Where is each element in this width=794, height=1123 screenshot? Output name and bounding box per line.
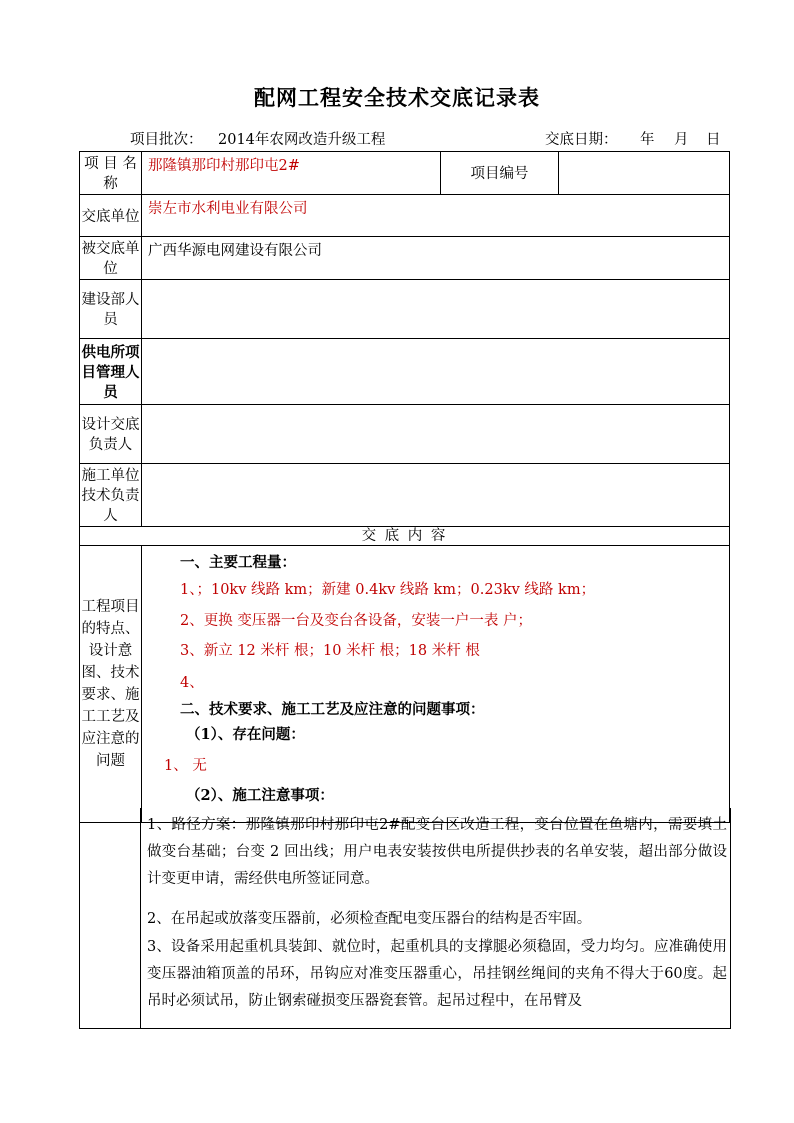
construct-value (142, 464, 730, 527)
builder-label: 建设部人员 (80, 280, 142, 339)
date-day: 日 (706, 132, 721, 148)
s1-line2: 2、更换 变压器一台及变台各设备，安装一户一表 户； (180, 613, 532, 629)
receiver-label: 被交底单位 (80, 237, 142, 280)
s1-line1: 1、；10kv 线路 km；新建 0.4kv 线路 km；0.23kv 线路 km； (180, 582, 596, 598)
note-paragraph-3: 3、设备采用起重机具装卸、就位时，起重机具的支撑腿必须稳固，受力均匀。应准确使用变压器油箱顶盖的吊环，吊钩应对准变压器重心，吊挂钢丝绳间的夹角不得大于60度。起吊时必须试吊，防止钢索碰损变压器瓷套管。起吊过程中，在吊臂及 (147, 939, 727, 1009)
s2-sub1: （1）、存在问题： (186, 726, 305, 743)
content-header: 交 底 内 容 (80, 527, 730, 546)
page-title: 配网工程安全技术交底记录表 (254, 85, 540, 110)
date-label: 交底日期： (545, 132, 618, 148)
project-no-label: 项目编号 (441, 152, 559, 195)
batch-value: 2014年农网改造升级工程 (218, 132, 386, 148)
project-no-value (559, 152, 730, 195)
s1-line3: 3、新立 12 米杆 根；10 米杆 根；18 米杆 根 (180, 643, 480, 659)
design-label: 设计交底负责人 (80, 405, 142, 464)
note-paragraph-2: 2、在吊起或放落变压器前，必须检查配电变压器台的结构是否牢固。 (147, 911, 592, 927)
project-name-value: 那隆镇那印村那印屯2# (142, 152, 441, 195)
section1-title: 一、主要工程量： (180, 554, 296, 571)
supply-value (142, 339, 730, 405)
construct-label: 施工单位技术负责人 (80, 464, 142, 527)
s2-sub1-item: 1、 无 (164, 758, 207, 774)
batch-label: 项目批次： (130, 132, 203, 148)
issuer-label: 交底单位 (80, 195, 142, 237)
side-label: 工程项目的特点、设计意图、技术要求、施工工艺及应注意的问题 (80, 546, 142, 823)
section2-title: 二、技术要求、施工工艺及应注意的问题事项： (180, 701, 485, 718)
record-table (79, 151, 730, 823)
builder-value (142, 280, 730, 339)
content-continued (140, 808, 731, 1029)
note-paragraph-1: 1、路径方案：那隆镇那印村那印屯2#配变台区改造工程，变台位置在鱼塘内，需要填土做变台基础；台变 2 回出线；用户电表安装按供电所提供抄表的名单安装，超出部分做设计变更申请，需经供电所签证同意。 (147, 817, 727, 887)
date-month: 月 (674, 132, 689, 148)
receiver-value: 广西华源电网建设有限公司 (142, 237, 730, 280)
s1-line4: 4、 (180, 675, 204, 691)
project-name-label: 项 目 名 称 (80, 152, 142, 195)
content-cell (142, 546, 730, 823)
design-value (142, 405, 730, 464)
supply-label: 供电所项目管理人员 (80, 339, 142, 405)
issuer-value: 崇左市水利电业有限公司 (142, 195, 730, 237)
s2-sub2: （2）、施工注意事项： (186, 787, 334, 804)
date-year: 年 (640, 132, 655, 148)
side-label-continued (79, 808, 141, 1029)
